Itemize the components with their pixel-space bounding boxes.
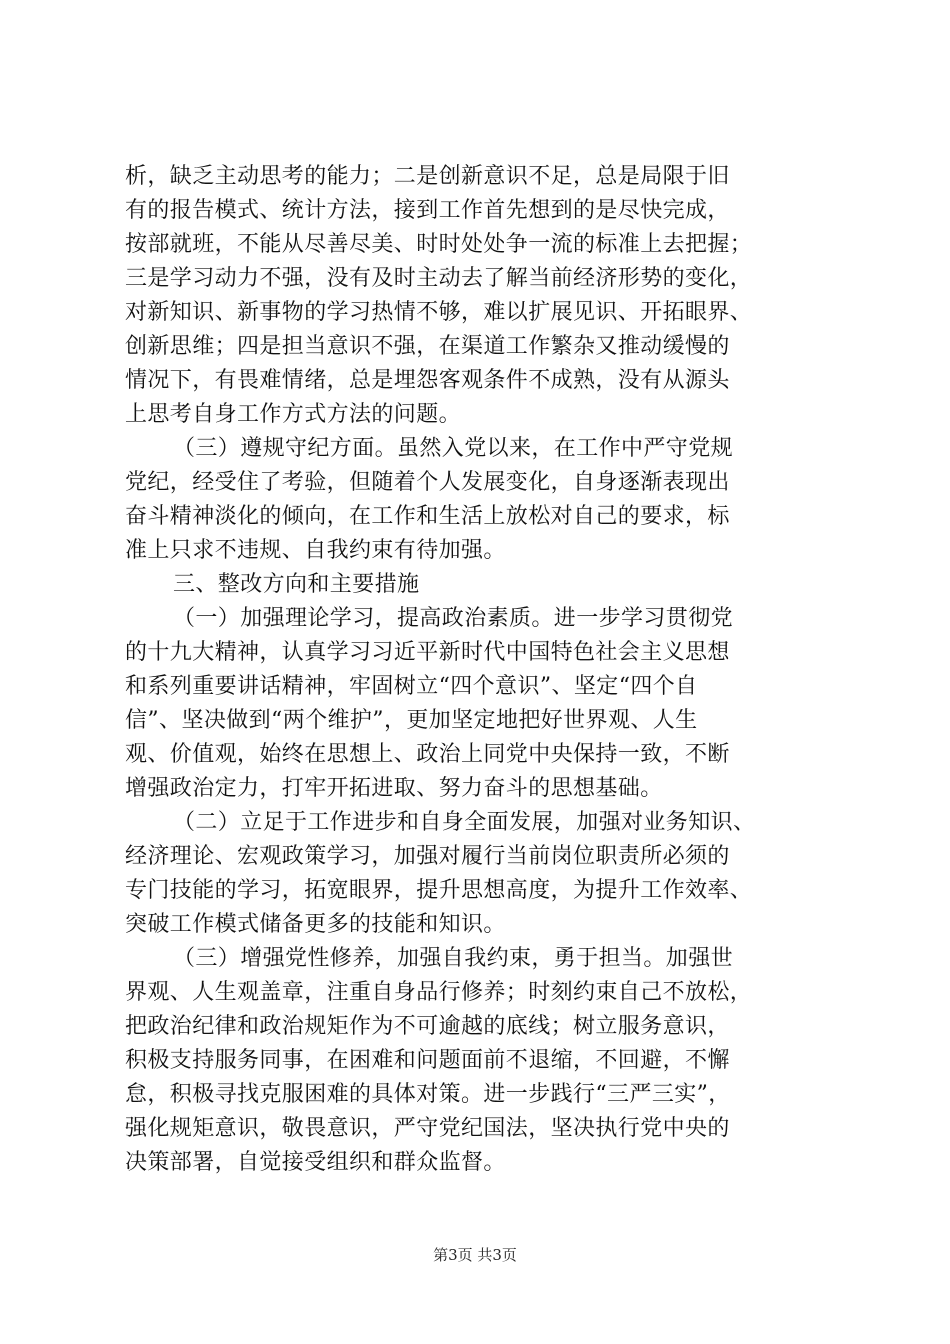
paragraph-start-line: （一）加强理论学习，提高政治素质。进一步学习贯彻党	[173, 606, 734, 631]
body-line: 怠，积极寻找克服困难的具体对策。进一步践行“三严三实”，	[125, 1082, 731, 1107]
body-line: 准上只求不违规、自我约束有待加强。	[125, 538, 506, 563]
body-line: 突破工作模式储备更多的技能和知识。	[125, 912, 506, 937]
document-body	[125, 160, 830, 1180]
body-line: 三是学习动力不强，没有及时主动去了解当前经济形势的变化，	[125, 266, 753, 291]
body-line: 观、价值观，始终在思想上、政治上同党中央保持一致，不断	[125, 742, 730, 767]
paragraph-start-line: （三）增强党性修养，加强自我约束，勇于担当。加强世	[173, 946, 734, 971]
body-line: 积极支持服务同事，在困难和问题面前不退缩，不回避，不懈	[125, 1048, 730, 1073]
body-line: 按部就班，不能从尽善尽美、时时处处争一流的标准上去把握；	[125, 232, 753, 257]
body-line: 经济理论、宏观政策学习，加强对履行当前岗位职责所必须的	[125, 844, 730, 869]
body-line: 有的报告模式、统计方法，接到工作首先想到的是尽快完成，	[125, 198, 730, 223]
page-number-footer: 第3页 共3页	[433, 1246, 517, 1264]
body-line: 界观、人生观盖章，注重自身品行修养；时刻约束自己不放松，	[125, 980, 753, 1005]
body-line: 增强政治定力，打牢开拓进取、努力奋斗的思想基础。	[125, 776, 663, 801]
body-line: 的十九大精神，认真学习习近平新时代中国特色社会主义思想	[125, 640, 730, 665]
section-heading: 三、整改方向和主要措施	[173, 572, 420, 597]
body-line: 创新思维；四是担当意识不强，在渠道工作繁杂又推动缓慢的	[125, 334, 730, 359]
body-line: 决策部署，自觉接受组织和群众监督。	[125, 1150, 506, 1175]
paragraph-start-line: （三）遵规守纪方面。虽然入党以来，在工作中严守党规	[173, 436, 734, 461]
body-line: 情况下，有畏难情绪，总是埋怨客观条件不成熟，没有从源头	[125, 368, 730, 393]
body-line: 专门技能的学习，拓宽眼界，提升思想高度，为提升工作效率、	[125, 878, 753, 903]
paragraph-start-line: （二）立足于工作进步和自身全面发展，加强对业务知识、	[173, 810, 756, 835]
body-line: 对新知识、新事物的学习热情不够，难以扩展见识、开拓眼界、	[125, 300, 753, 325]
body-line: 上思考自身工作方式方法的问题。	[125, 402, 462, 427]
body-line: 奋斗精神淡化的倾向，在工作和生活上放松对自己的要求，标	[125, 504, 730, 529]
body-line: 强化规矩意识，敬畏意识，严守党纪国法，坚决执行党中央的	[125, 1116, 730, 1141]
body-line: 析，缺乏主动思考的能力；二是创新意识不足，总是局限于旧	[125, 164, 730, 189]
body-line: 和系列重要讲话精神，牢固树立“四个意识”、坚定“四个自	[125, 674, 698, 699]
body-line: 信”、坚决做到“两个维护”，更加坚定地把好世界观、人生	[125, 708, 698, 733]
body-line: 党纪，经受住了考验，但随着个人发展变化，自身逐渐表现出	[125, 470, 730, 495]
body-line: 把政治纪律和政治规矩作为不可逾越的底线；树立服务意识，	[125, 1014, 730, 1039]
